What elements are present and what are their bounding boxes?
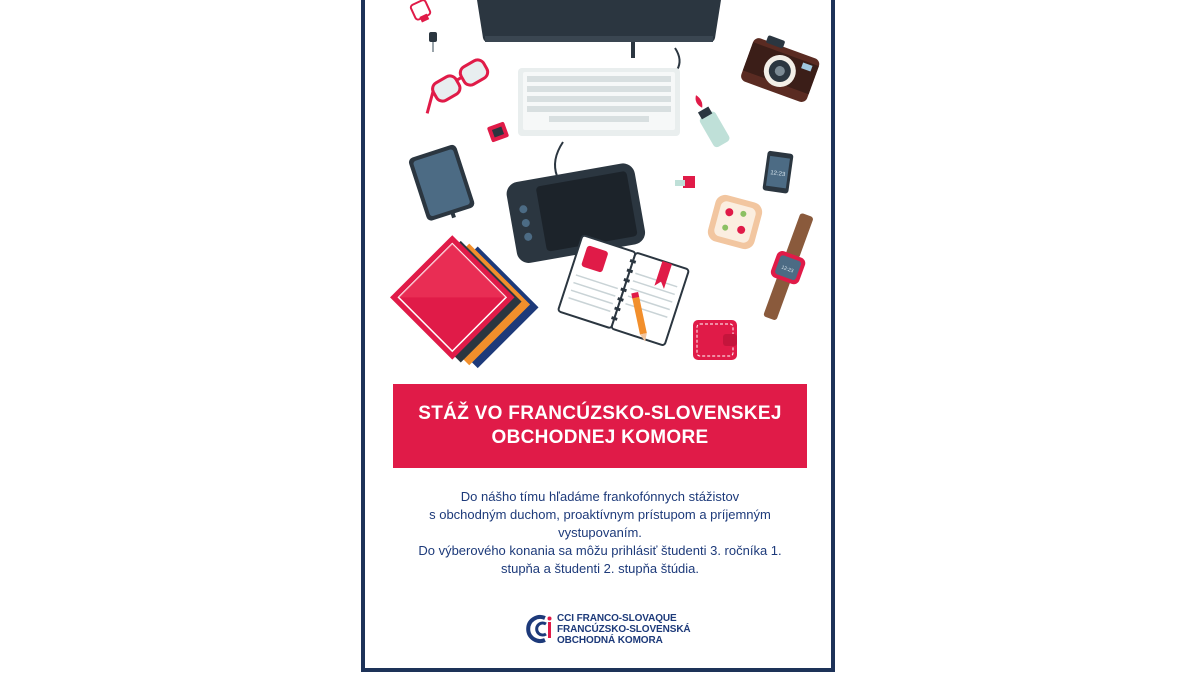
- eraser-icon: [675, 176, 695, 188]
- sharpener-icon: [487, 121, 509, 142]
- logo-line-1: CCI FRANCO-SLOVAQUE: [557, 613, 677, 624]
- tablet-icon: [408, 144, 477, 226]
- lighter-icon: [687, 91, 731, 148]
- notebook-icon: [558, 235, 689, 346]
- description-text: [385, 488, 815, 578]
- description-line: stupňa a študenti 2. stupňa štúdia.: [500, 561, 700, 576]
- title-banner: [393, 384, 807, 468]
- watch-clock: 12:23: [780, 264, 795, 275]
- usb-stick-icon: [410, 0, 433, 24]
- poster: [361, 0, 835, 672]
- watch-icon: [755, 210, 821, 324]
- description-line: s obchodným duchom, proaktívnym prístupom a príjemným: [429, 507, 771, 522]
- title-line-2: OBCHODNEJ KOMORE: [491, 427, 709, 448]
- description-line: Do výberového konania sa môžu prihlásiť študenti 3. ročníka 1.: [418, 543, 782, 558]
- key-icon: [429, 32, 437, 52]
- cci-logo-mark-icon: [525, 614, 555, 644]
- logo-line-2: FRANCÚZSKO-SLOVENSKÁ: [557, 624, 691, 635]
- sandwich-icon: [706, 193, 765, 252]
- keyboard-icon: [518, 68, 680, 136]
- wallet-icon: [693, 320, 737, 360]
- cci-logo-text: [557, 613, 691, 646]
- glasses-icon: [416, 57, 491, 113]
- phone-clock: 12:23: [769, 170, 786, 179]
- description-line: Do nášho tímu hľadáme frankofónnych stážistov: [460, 489, 740, 504]
- phone-icon: [762, 151, 793, 194]
- logo-line-3: OBCHODNÁ KOMORA: [557, 635, 663, 646]
- title-line-1: STÁŽ VO FRANCÚZSKO-SLOVENSKEJ: [418, 403, 782, 424]
- cci-logo: [525, 612, 725, 648]
- description-line: vystupovaním.: [558, 525, 642, 540]
- camera-icon: [739, 31, 823, 104]
- monitor-icon: [477, 0, 721, 58]
- desk-illustration: [365, 0, 831, 370]
